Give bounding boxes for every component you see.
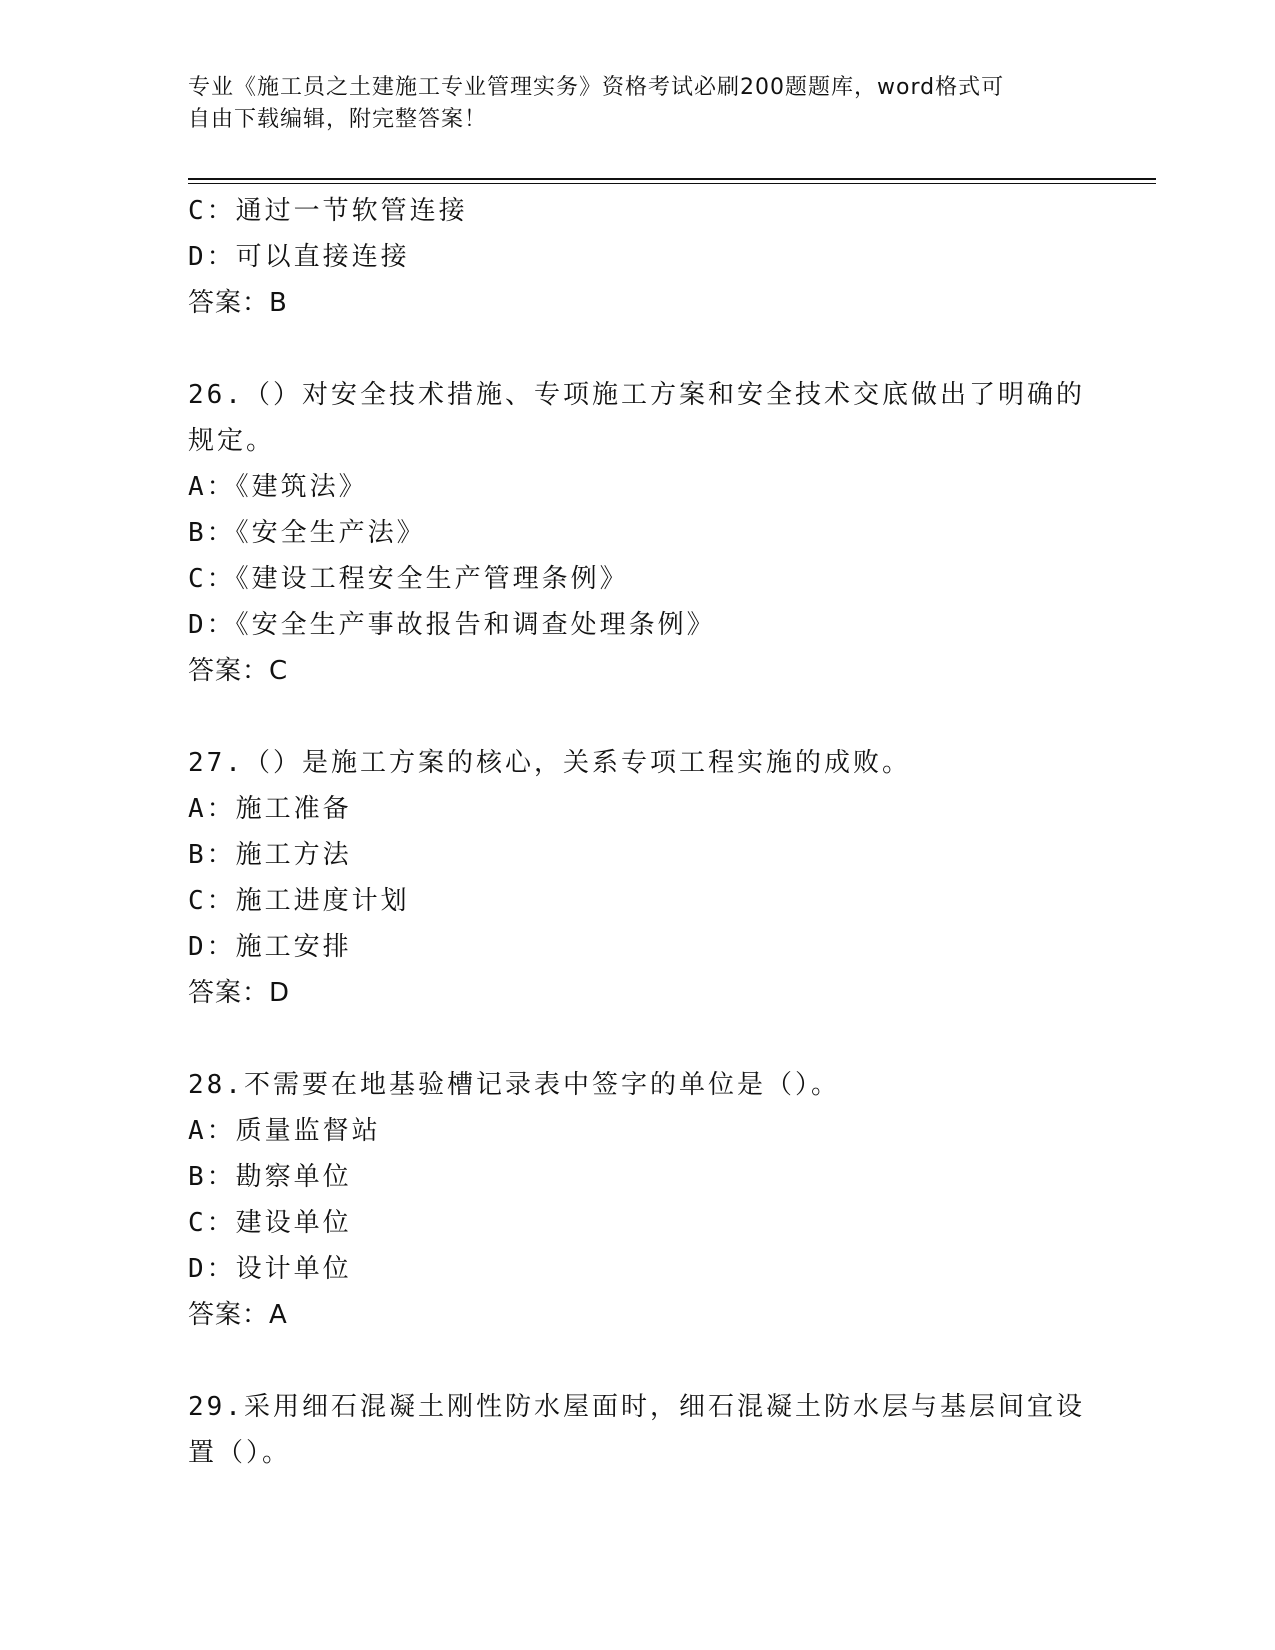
title-line-2: 自由下载编辑，附完整答案！ <box>188 107 488 132</box>
answer-line: 答案：A <box>188 1300 288 1330</box>
header-divider <box>188 178 1156 180</box>
spacer <box>188 326 1088 372</box>
question-text-cont: 置（）。 <box>188 1438 292 1468</box>
option-b: B：施工方法 <box>188 840 352 870</box>
question-list <box>188 188 1088 1476</box>
question-text: 28.不需要在地基验槽记录表中签字的单位是（）。 <box>188 1070 840 1100</box>
option-a: A：质量监督站 <box>188 1116 381 1146</box>
question-block-25 <box>188 188 1088 326</box>
option-b: B：《安全生产法》 <box>188 518 426 548</box>
option-c: C：《建设工程安全生产管理条例》 <box>188 564 629 594</box>
option-c: C：建设单位 <box>188 1208 352 1238</box>
option-c: C：通过一节软管连接 <box>188 196 468 226</box>
question-text: 27.（）是施工方案的核心，关系专项工程实施的成败。 <box>188 748 911 778</box>
question-block-26 <box>188 372 1088 694</box>
question-text-cont: 规定。 <box>188 426 276 456</box>
spacer <box>188 1338 1088 1384</box>
answer-line: 答案：B <box>188 288 288 318</box>
header-divider-thin <box>188 183 1156 184</box>
answer-line: 答案：D <box>188 978 291 1008</box>
question-text: 29.采用细石混凝土刚性防水屋面时，细石混凝土防水层与基层间宜设 <box>188 1392 1085 1422</box>
option-a: A：施工准备 <box>188 794 352 824</box>
question-block-28 <box>188 1062 1088 1338</box>
option-d: D：施工安排 <box>188 932 352 962</box>
option-d: D：《安全生产事故报告和调查处理条例》 <box>188 610 716 640</box>
title-line-1: 专业《施工员之土建施工专业管理实务》资格考试必刷200题题库，word格式可 <box>188 75 1005 100</box>
question-block-29 <box>188 1384 1088 1476</box>
spacer <box>188 1016 1088 1062</box>
option-d: D：设计单位 <box>188 1254 352 1284</box>
option-b: B：勘察单位 <box>188 1162 352 1192</box>
document-title <box>188 72 1088 136</box>
option-a: A：《建筑法》 <box>188 472 368 502</box>
question-block-27 <box>188 740 1088 1016</box>
option-d: D：可以直接连接 <box>188 242 410 272</box>
spacer <box>188 694 1088 740</box>
option-c: C：施工进度计划 <box>188 886 410 916</box>
answer-line: 答案：C <box>188 656 289 686</box>
question-text: 26.（）对安全技术措施、专项施工方案和安全技术交底做出了明确的 <box>188 380 1085 410</box>
